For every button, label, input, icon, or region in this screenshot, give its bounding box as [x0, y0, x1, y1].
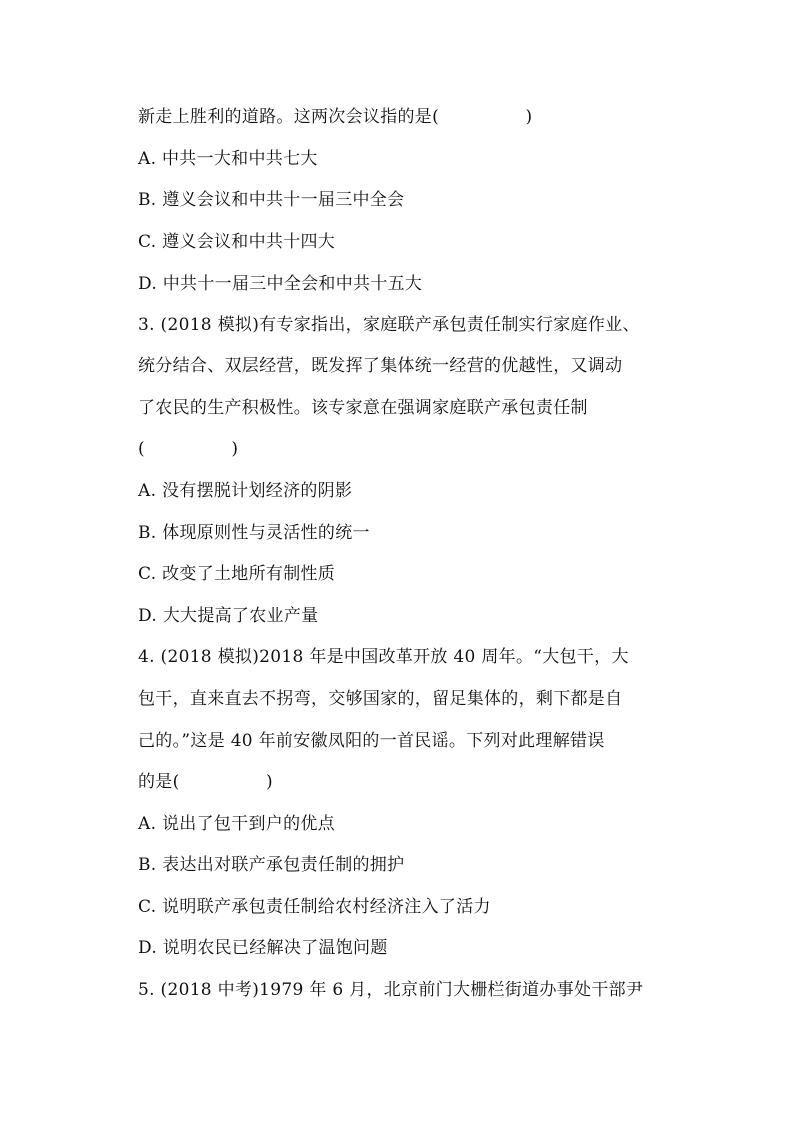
question-4-stem-line-3: 己的。”这是 40 年前安徽凤阳的一首民谣。下列对此理解错误: [138, 731, 605, 751]
question-4-stem-line-1: 4. (2018 模拟)2018 年是中国改革开放 40 周年。“大包干，大: [138, 647, 629, 667]
question-2-stem-end: 新走上胜利的道路。这两次会议指的是( ): [138, 107, 533, 127]
question-3-option-c: C. 改变了土地所有制性质: [138, 564, 336, 584]
question-2-option-c: C. 遵义会议和中共十四大: [138, 232, 336, 252]
question-4-option-c: C. 说明联产承包责任制给农村经济注入了活力: [138, 897, 491, 917]
question-2-option-a: A. 中共一大和中共七大: [138, 149, 318, 169]
question-5-stem-line-1: 5. (2018 中考)1979 年 6 月，北京前门大栅栏街道办事处干部尹: [138, 980, 644, 1000]
question-4-stem-line-4: 的是( ): [138, 772, 273, 792]
question-4-option-d: D. 说明农民已经解决了温饱问题: [138, 938, 388, 958]
question-2-option-b: B. 遵义会议和中共十一届三中全会: [138, 190, 405, 210]
question-3-stem-line-1: 3. (2018 模拟)有专家指出，家庭联产承包责任制实行家庭作业、: [138, 315, 640, 335]
question-3-option-a: A. 没有摆脱计划经济的阴影: [138, 481, 353, 501]
question-4-stem-line-2: 包干，直来直去不拐弯，交够国家的，留足集体的，剩下都是自: [138, 689, 623, 709]
question-3-option-b: B. 体现原则性与灵活性的统一: [138, 523, 370, 543]
question-4-option-a: A. 说出了包干到户的优点: [138, 814, 335, 834]
question-3-option-d: D. 大大提高了农业产量: [138, 606, 319, 626]
question-3-answer-blank: ( ): [138, 439, 239, 459]
question-3-stem-line-2: 统分结合、双层经营，既发挥了集体统一经营的优越性，又调动: [138, 356, 623, 376]
question-2-option-d: D. 中共十一届三中全会和中共十五大: [138, 274, 423, 294]
question-4-option-b: B. 表达出对联产承包责任制的拥护: [138, 855, 405, 875]
question-3-stem-line-3: 了农民的生产积极性。该专家意在强调家庭联产承包责任制: [138, 398, 588, 418]
